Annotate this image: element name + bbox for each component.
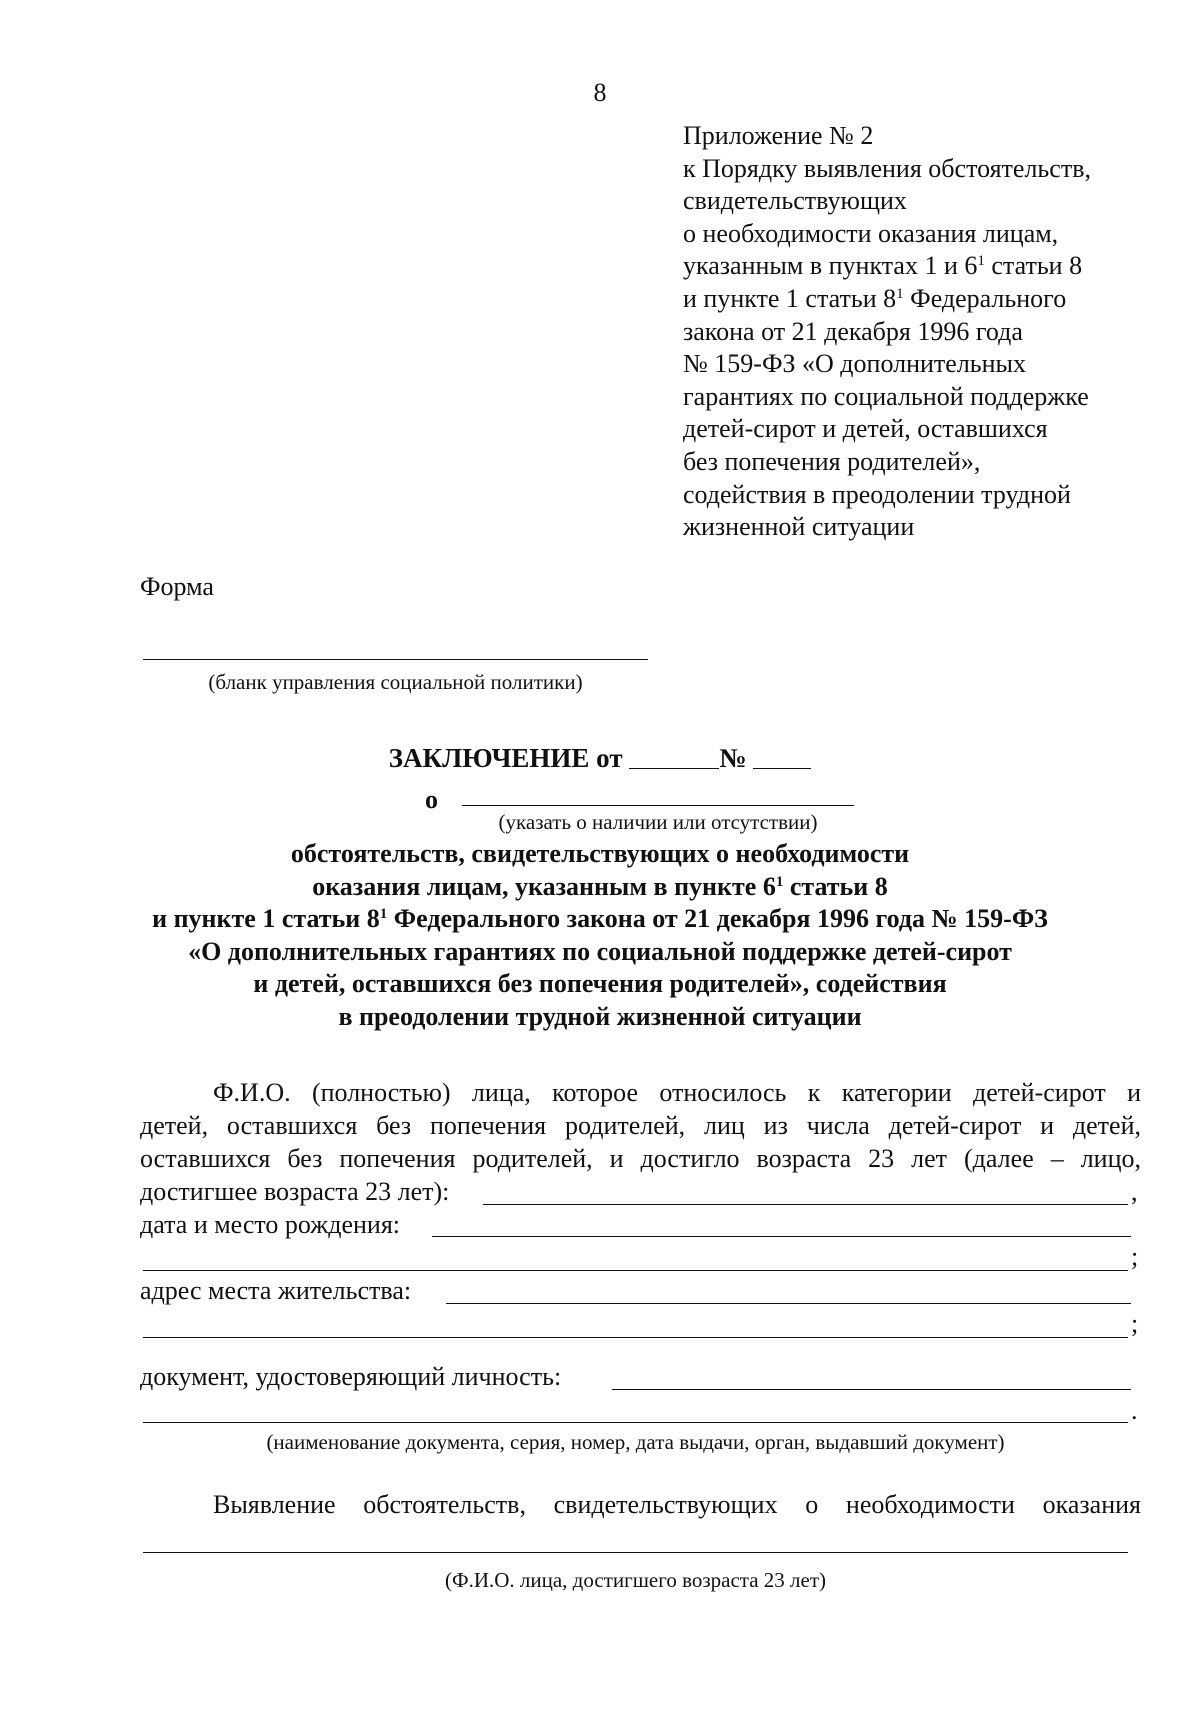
body-line: оставшихся без попечения родителей, и достигло возраста 23 лет (далее – лицо, (140, 1144, 1141, 1173)
appendix-text: и пункте 1 статьи 8 (683, 283, 897, 313)
fio-final-blank-line (143, 1552, 1128, 1553)
subject-line: и детей, оставшихся без попечения родителей», содействия (253, 969, 947, 999)
appendix-line: детей-сирот и детей, оставшихся (683, 414, 1048, 444)
subject-line: обстоятельств, свидетельствующих о необходимости (290, 839, 910, 868)
subject-block (0, 838, 1200, 1034)
body-line: Ф.И.О. (полностью) лица, которое относилось к категории детей-сирот и (213, 1078, 1141, 1107)
subject-line: в преодолении трудной жизненной ситуации (338, 1001, 862, 1031)
appendix-line: жизненной ситуации (683, 512, 915, 542)
appendix-line: о необходимости оказания лицам, (683, 218, 1059, 248)
address-blank-line-2 (143, 1337, 1128, 1338)
semicolon: ; (1131, 1309, 1139, 1338)
detection-line: Выявление обстоятельств, свидетельствующих о необходимости оказания (213, 1490, 1141, 1519)
appendix-line: закона от 21 декабря 1996 года (683, 316, 1023, 346)
birth-blank-line (432, 1236, 1131, 1237)
subject-text: статьи 8 (783, 871, 888, 901)
subject-line (0, 903, 1200, 936)
presence-caption: (указать о наличии или отсутствии) (498, 810, 818, 834)
page-number: 8 (593, 78, 607, 107)
document-blank-line (612, 1389, 1131, 1390)
appendix-text: указанным в пунктах 1 и 6 (683, 251, 978, 281)
body-line: детей, оставшихся без попечения родителей, лиц из числа детей-сирот и детей, (140, 1111, 1141, 1140)
superscript: 1 (775, 873, 784, 890)
letterhead-caption: (бланк управления социальной политики) (208, 670, 583, 694)
appendix-line (683, 250, 1183, 283)
comma: , (1131, 1177, 1138, 1206)
letterhead-blank-line (143, 659, 648, 660)
appendix-line: гарантиях по социальной поддержке (683, 381, 1089, 411)
appendix-line: № 159-ФЗ «О дополнительных (683, 349, 1027, 379)
superscript: 1 (896, 285, 904, 302)
semicolon: ; (1131, 1242, 1139, 1271)
address-blank-line (446, 1303, 1131, 1304)
subject-line (0, 871, 1200, 904)
reached-age-label: достигшее возраста 23 лет): (140, 1177, 450, 1206)
appendix-line: без попечения родителей», (683, 446, 981, 476)
document-title (0, 743, 1200, 774)
number-blank (753, 746, 811, 769)
appendix-line: Приложение № 2 (683, 121, 874, 150)
birth-label: дата и место рождения: (140, 1210, 401, 1239)
birth-blank-line-2 (143, 1270, 1128, 1271)
title-text: ЗАКЛЮЧЕНИЕ от (388, 743, 623, 773)
form-label: Форма (140, 572, 214, 601)
date-blank (629, 746, 719, 769)
subject-text: Федерального закона от 21 декабря 1996 года № 159-ФЗ (387, 904, 1048, 934)
appendix-text: Федерального (903, 283, 1067, 313)
fio-blank-line (483, 1204, 1128, 1205)
appendix-line (683, 283, 1183, 316)
address-label: адрес места жительства: (140, 1276, 412, 1305)
about-prefix: о (425, 785, 438, 814)
document-blank-line-2 (143, 1422, 1128, 1423)
presence-blank-line (462, 805, 854, 806)
superscript: 1 (379, 906, 388, 923)
subject-text: оказания лицам, указанным в пункте 6 (312, 871, 776, 901)
appendix-line: к Порядку выявления обстоятельств, (683, 153, 1091, 183)
subject-line: «О дополнительных гарантиях по социальной поддержке детей-сирот (188, 936, 1012, 966)
number-sign: № (719, 743, 747, 773)
appendix-text: статьи 8 (984, 251, 1083, 281)
subject-text: и пункте 1 статьи 8 (152, 904, 380, 934)
appendix-header (683, 120, 1183, 544)
fio-caption: (Ф.И.О. лица, достигшего возраста 23 лет) (444, 1568, 826, 1592)
appendix-line: свидетельствующих (683, 186, 907, 216)
appendix-line: содействия в преодолении трудной (683, 479, 1071, 509)
superscript: 1 (977, 253, 985, 270)
document-label: документ, удостоверяющий личность: (140, 1362, 562, 1391)
document-caption: (наименование документа, серия, номер, дата выдачи, орган, выдавший документ) (266, 1430, 1005, 1454)
period: . (1131, 1396, 1138, 1425)
